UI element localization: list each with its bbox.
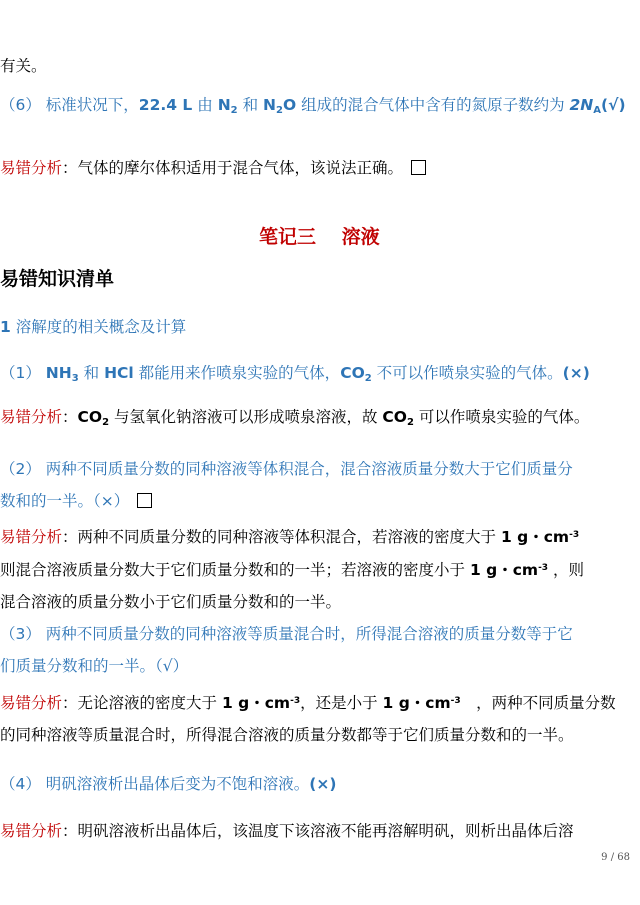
- analysis-2-line-3: 混合溶液的质量分数小于它们质量分数和的一半。: [0, 593, 342, 611]
- analysis-3-line-1: 易错分析：无论溶液的密度大于 1 g・$cm^{-3}$，还是小于 1 g・$cm^{-3}$ ，两种不同质量分数: [0, 694, 616, 712]
- question-4: （4） 明矾溶液析出晶体后变为不饱和溶液。(×): [0, 775, 337, 793]
- question-3-line-1: （3） 两种不同质量分数的同种溶液等质量混合时，所得混合溶液的质量分数等于它: [0, 625, 573, 643]
- question-3-line-2: 们质量分数和的一半。（√）: [0, 657, 189, 675]
- section-title: 笔记三 溶液: [259, 226, 380, 248]
- analysis-4: 易错分析：明矾溶液析出晶体后，该温度下该溶液不能再溶解明矾，则析出晶体后溶: [0, 822, 574, 840]
- page-number: 9 / 68: [601, 852, 630, 863]
- checkbox[interactable]: [137, 493, 152, 508]
- analysis-3-line-2: 的同种溶液等质量混合时，所得混合溶液的质量分数都等于它们质量分数和的一半。: [0, 726, 574, 744]
- question-2-line-2: 数和的一半。（×）: [0, 490, 152, 512]
- checkbox[interactable]: [411, 160, 426, 175]
- analysis-6: 易错分析：气体的摩尔体积适用于混合气体，该说法正确。: [0, 157, 426, 179]
- question-1: （1） $NH_3$ 和 HCl 都能用来作喷泉实验的气体，$CO_2$ 不可以作喷泉实验的气体。(×): [0, 364, 590, 384]
- text-line-1: 有关。: [0, 57, 47, 75]
- question-6: （6） 标准状况下，22.4 L 由 $N_2$ 和 $N_2O$ 组成的混合气体中含有的氮原子数约为 $2N_A(√)$: [0, 96, 626, 116]
- analysis-2-line-1: 易错分析：两种不同质量分数的同种溶液等体积混合，若溶液的密度大于 1 g・$cm^{-3}$: [0, 528, 580, 546]
- analysis-2-line-2: 则混合溶液质量分数大于它们质量分数和的一半；若溶液的密度小于 1 g・$cm^{-3}$ ，则: [0, 561, 584, 579]
- question-2-line-1: （2） 两种不同质量分数的同种溶液等体积混合，混合溶液质量分数大于它们质量分: [0, 460, 573, 478]
- heading: 易错知识清单: [0, 268, 115, 290]
- subsection-1: 1 溶解度的相关概念及计算: [0, 318, 187, 336]
- analysis-1: 易错分析：$CO_2$ 与氢氧化钠溶液可以形成喷泉溶液，故 $CO_2$ 可以作喷泉实验的气体。: [0, 408, 590, 428]
